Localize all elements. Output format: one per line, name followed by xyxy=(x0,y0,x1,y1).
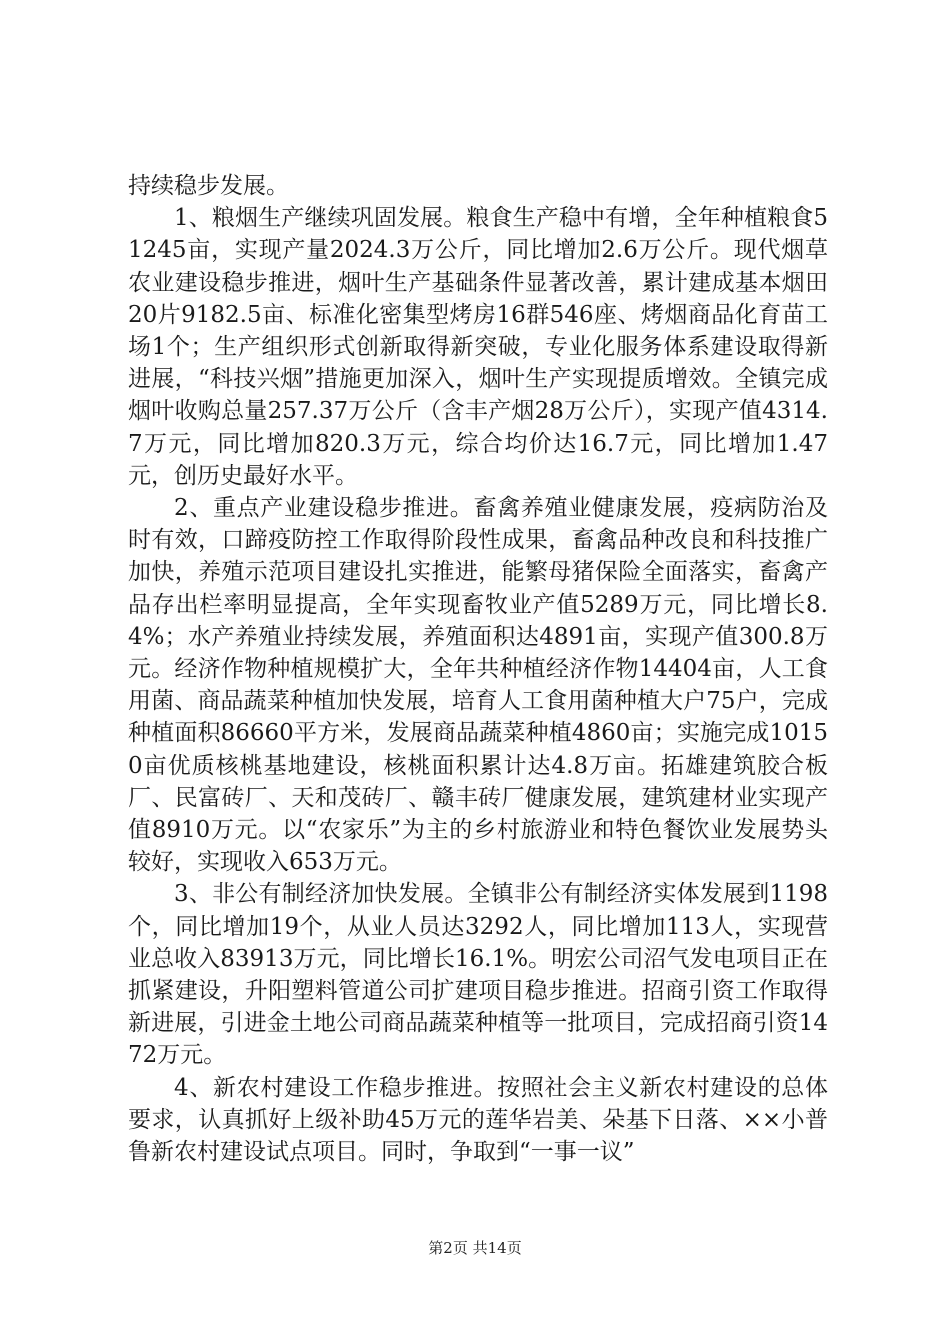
page-footer: 第2页 共14页 xyxy=(428,1239,522,1257)
paragraph-key-industries: 2、重点产业建设稳步推进。畜禽养殖业健康发展，疫病防治及时有效，口蹄疫防控工作取得阶段性成果，畜禽品种改良和科技推广加快，养殖示范项目建设扎实推进，能繁母猪保险全面落实，畜禽产品存出栏率明显提高，全年实现畜牧业产值5289万元，同比增长8.4%；水产养殖业持续发展，养殖面积达4891亩，实现产值300.8万元。经济作物种植规模扩大，全年共种植经济作物14404亩，人工食用菌、商品蔬菜种植加快发展，培育人工食用菌种植大户75户，完成种植面积86660平方米，发展商品蔬菜种植4860亩；实施完成10150亩优质核桃基地建设，核桃面积累计达4.8万亩。拓雄建筑胶合板厂、民富砖厂、天和茂砖厂、赣丰砖厂健康发展，建筑建材业实现产值8910万元。以“农家乐”为主的乡村旅游业和特色餐饮业发展势头较好，实现收入653万元。 xyxy=(128,495,828,876)
document-body xyxy=(128,170,828,1168)
paragraph-new-countryside: 4、新农村建设工作稳步推进。按照社会主义新农村建设的总体要求，认真抓好上级补助45万元的莲华岩美、朵基下日落、××小普鲁新农村建设试点项目。同时，争取到“一事一议” xyxy=(128,1074,828,1166)
paragraph-non-public-economy: 3、非公有制经济加快发展。全镇非公有制经济实体发展到1198个，同比增加19个，从业人员达3292人，同比增加113人，实现营业总收入83913万元，同比增长16.1%。明宏公司沼气发电项目正在抓紧建设，升阳塑料管道公司扩建项目稳步推进。招商引资工作取得新进展，引进金土地公司商品蔬菜种植等一批项目，完成招商引资1472万元。 xyxy=(128,881,828,1069)
paragraph-continuation: 持续稳步发展。 xyxy=(128,173,289,199)
paragraph-grain-tobacco: 1、粮烟生产继续巩固发展。粮食生产稳中有增，全年种植粮食51245亩，实现产量2024.3万公斤，同比增加2.6万公斤。现代烟草农业建设稳步推进，烟叶生产基础条件显著改善，累计建成基本烟田20片9182.5亩、标准化密集型烤房16群546座、烤烟商品化育苗工场1个；生产组织形式创新取得新突破，专业化服务体系建设取得新进展，“科技兴烟”措施更加深入，烟叶生产实现提质增效。全镇完成烟叶收购总量257.37万公斤（含丰产烟28万公斤），实现产值4314.7万元，同比增加820.3万元，综合均价达16.7元，同比增加1.47元，创历史最好水平。 xyxy=(128,205,828,489)
